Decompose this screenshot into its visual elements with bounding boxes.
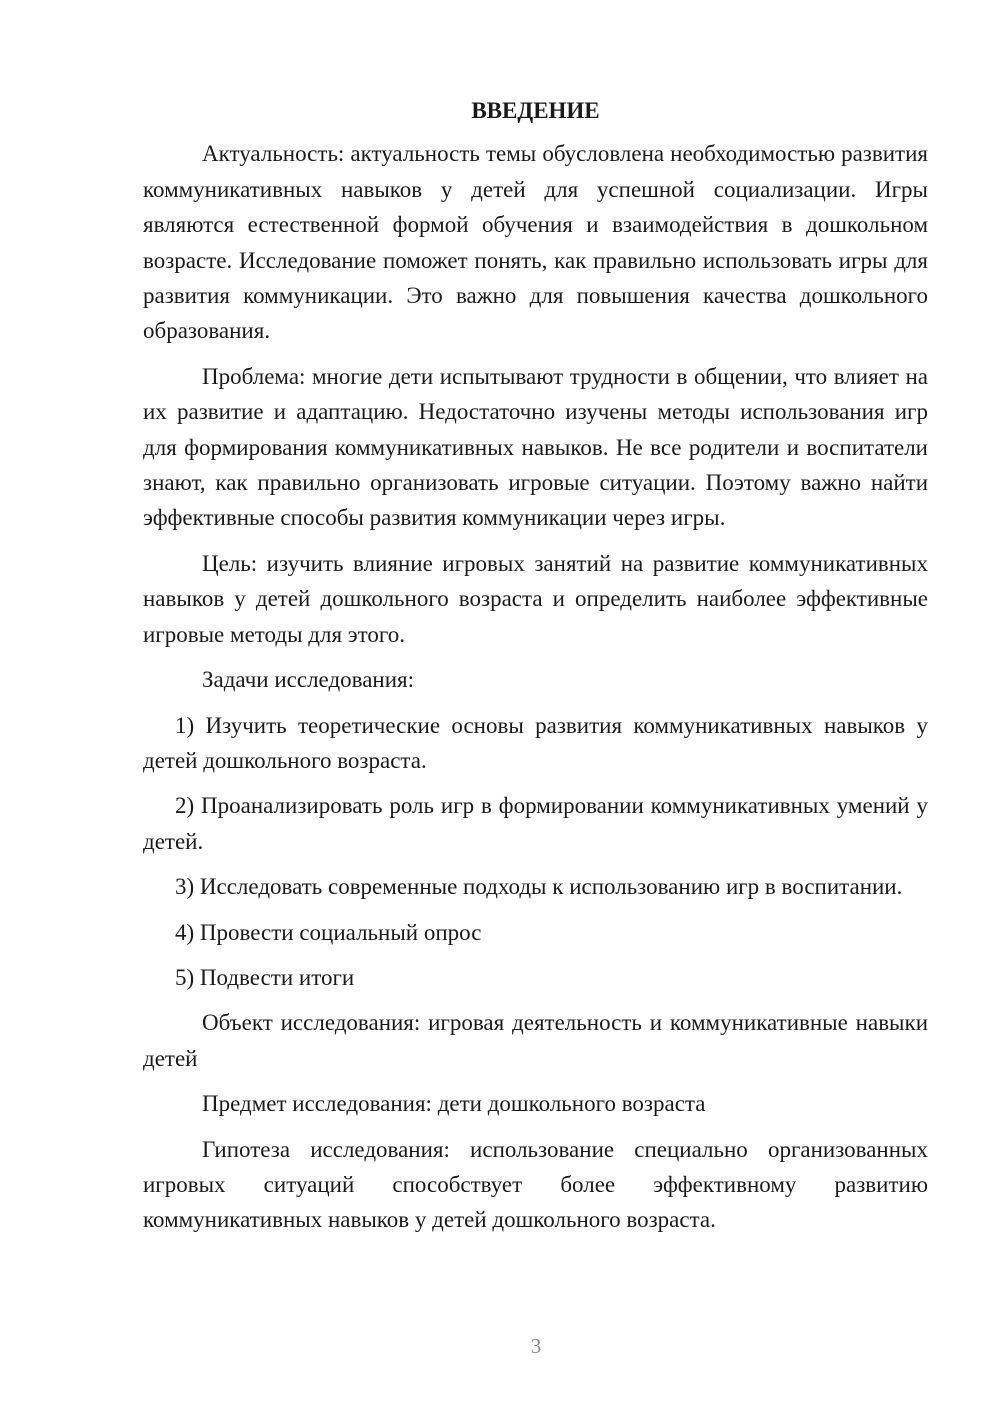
task-item: 1) Изучить теоретические основы развития коммуникативных навыков у детей дошкольного возраста.	[143, 712, 928, 773]
problem-paragraph: Проблема: многие дети испытывают трудности в общении, что влияет на их развитие и адаптацию. Недостаточно изучены методы использования игр для формирования коммуникативных навыков. Не все родители и воспитатели знают, как правильно организовать игровые ситуации. Поэтому важно найти эффективные способы развития коммуникации через игры.	[143, 363, 928, 531]
subject-paragraph: Предмет исследования: дети дошкольного возраста	[202, 1091, 706, 1117]
object-paragraph: Объект исследования: игровая деятельность и коммуникативные навыки детей	[143, 1010, 928, 1071]
hypothesis-paragraph: Гипотеза исследования: использование специально организованных игровых ситуаций способствует более эффективному развитию коммуникативных навыков у детей дошкольного возраста.	[143, 1136, 928, 1233]
task-item: 4) Провести социальный опрос	[175, 919, 482, 945]
tasks-heading: Задачи исследования:	[202, 667, 415, 693]
page-number: 3	[530, 1334, 542, 1358]
goal-paragraph: Цель: изучить влияние игровых занятий на развитие коммуникативных навыков у детей дошкольного возраста и определить наиболее эффективные игровые методы для этого.	[143, 550, 928, 647]
task-item: 3) Исследовать современные подходы к использованию игр в воспитании.	[175, 874, 903, 900]
task-item: 5) Подвести итоги	[175, 964, 355, 990]
task-item: 2) Проанализировать роль игр в формировании коммуникативных умений у детей.	[143, 793, 928, 854]
page-title: ВВЕДЕНИЕ	[471, 98, 600, 123]
page-content	[143, 93, 928, 1248]
relevance-paragraph: Актуальность: актуальность темы обусловлена необходимостью развития коммуникативных навыков у детей для успешной социализации. Игры являются естественной формой обучения и взаимодействия в дошкольном возрасте. Исследование поможет понять, как правильно использовать игры для развития коммуникации. Это важно для повышения качества дошкольного образования.	[143, 141, 928, 344]
